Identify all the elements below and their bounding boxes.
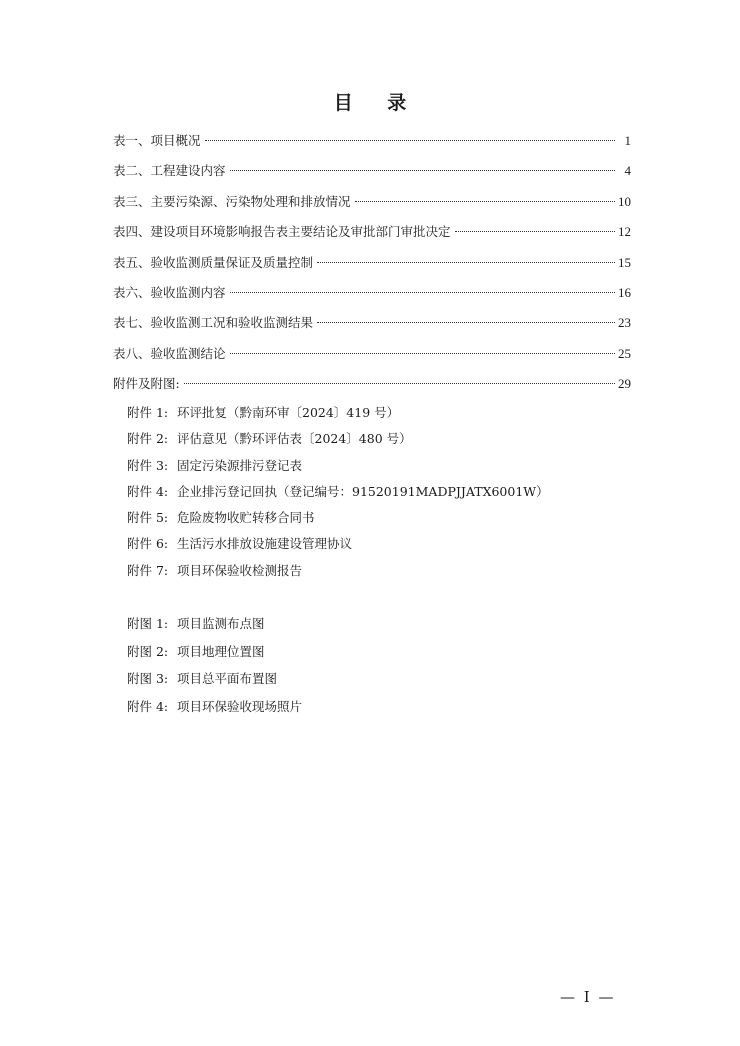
- toc-dot-leader: [355, 201, 615, 202]
- toc-dot-leader: [317, 262, 615, 263]
- attachment-title: 危险废物收贮转移合同书: [177, 510, 315, 526]
- table-of-contents: [113, 126, 631, 400]
- attachment-label: 附件 5:: [127, 510, 169, 526]
- toc-entry-page: 23: [618, 315, 631, 331]
- figure-item[interactable]: [127, 638, 302, 666]
- attachment-item[interactable]: [127, 531, 549, 557]
- toc-entry-label: 表四、建设项目环境影响报告表主要结论及审批部门审批决定: [113, 224, 451, 240]
- toc-entry-page: 1: [624, 133, 631, 148]
- toc-dot-leader: [455, 231, 615, 232]
- toc-entry-page: 10: [618, 193, 631, 209]
- toc-entry-label: 表二、工程建设内容: [113, 163, 226, 179]
- toc-entry-page: 25: [618, 345, 631, 361]
- attachment-item[interactable]: [127, 479, 549, 505]
- figure-item[interactable]: [127, 693, 302, 721]
- figure-title: 项目总平面布置图: [177, 671, 278, 687]
- toc-entry[interactable]: [113, 156, 631, 186]
- toc-entry[interactable]: [113, 217, 631, 247]
- attachment-label: 附件 3:: [127, 457, 169, 473]
- toc-entry-label: 表五、验收监测质量保证及质量控制: [113, 254, 314, 270]
- toc-entry[interactable]: [113, 126, 631, 156]
- figure-label: 附图 3:: [127, 671, 169, 687]
- attachment-title: 环评批复（黔南环审〔2024〕419 号）: [177, 405, 400, 420]
- toc-entry[interactable]: [113, 369, 631, 399]
- toc-entry[interactable]: [113, 248, 631, 278]
- toc-entry[interactable]: [113, 308, 631, 338]
- page-title: 目 录: [333, 92, 421, 114]
- figure-label: 附图 1:: [127, 616, 169, 631]
- footer-page-number: — I —: [560, 988, 616, 1006]
- attachment-title: 企业排污登记回执（登记编号：91520191MADPJJATX6001W）: [177, 483, 549, 499]
- figure-label: 附图 2:: [127, 643, 169, 659]
- attachment-item[interactable]: [127, 400, 549, 426]
- attachment-label: 附件 6:: [127, 536, 169, 552]
- toc-entry-label: 表七、验收监测工况和验收监测结果: [113, 315, 314, 331]
- attachment-list: [127, 400, 549, 584]
- toc-entry-page: 4: [624, 163, 631, 179]
- toc-dot-leader: [184, 383, 615, 384]
- toc-dot-leader: [230, 353, 615, 354]
- toc-entry-page: 16: [618, 284, 631, 300]
- toc-entry-page: 29: [618, 376, 631, 392]
- attachment-item[interactable]: [127, 426, 549, 452]
- toc-entry[interactable]: [113, 278, 631, 308]
- toc-entry-page: 12: [618, 224, 631, 240]
- toc-dot-leader: [230, 292, 615, 293]
- attachment-title: 评估意见（黔环评估表〔2024〕480 号）: [177, 431, 412, 447]
- attachment-title: 生活污水排放设施建设管理协议: [177, 536, 353, 552]
- toc-dot-leader: [317, 322, 615, 323]
- figure-item[interactable]: [127, 665, 302, 693]
- attachment-item[interactable]: [127, 505, 549, 531]
- attachment-title: 项目环保验收检测报告: [177, 562, 303, 578]
- toc-dot-leader: [205, 140, 615, 141]
- toc-dot-leader: [230, 170, 615, 171]
- toc-entry-label: 表八、验收监测结论: [113, 345, 226, 361]
- attachment-label: 附件 2:: [127, 431, 169, 447]
- toc-entry-label: 表六、验收监测内容: [113, 284, 226, 300]
- figure-label: 附件 4:: [127, 698, 169, 714]
- figure-title: 项目监测布点图: [177, 616, 265, 631]
- figure-list: [127, 610, 302, 720]
- toc-entry-label: 表一、项目概况: [113, 133, 201, 148]
- figure-item[interactable]: [127, 610, 302, 638]
- attachment-label: 附件 1:: [127, 405, 169, 420]
- figure-title: 项目地理位置图: [177, 643, 265, 659]
- attachment-item[interactable]: [127, 453, 549, 479]
- toc-entry-label: 表三、主要污染源、污染物处理和排放情况: [113, 193, 351, 209]
- attachment-label: 附件 7:: [127, 562, 169, 578]
- toc-entry-page: 15: [618, 254, 631, 270]
- toc-entry[interactable]: [113, 339, 631, 369]
- toc-entry-label: 附件及附图:: [113, 376, 180, 392]
- attachment-item[interactable]: [127, 558, 549, 584]
- attachment-title: 固定污染源排污登记表: [177, 457, 303, 473]
- toc-entry[interactable]: [113, 187, 631, 217]
- figure-title: 项目环保验收现场照片: [177, 698, 303, 714]
- attachment-label: 附件 4:: [127, 483, 169, 499]
